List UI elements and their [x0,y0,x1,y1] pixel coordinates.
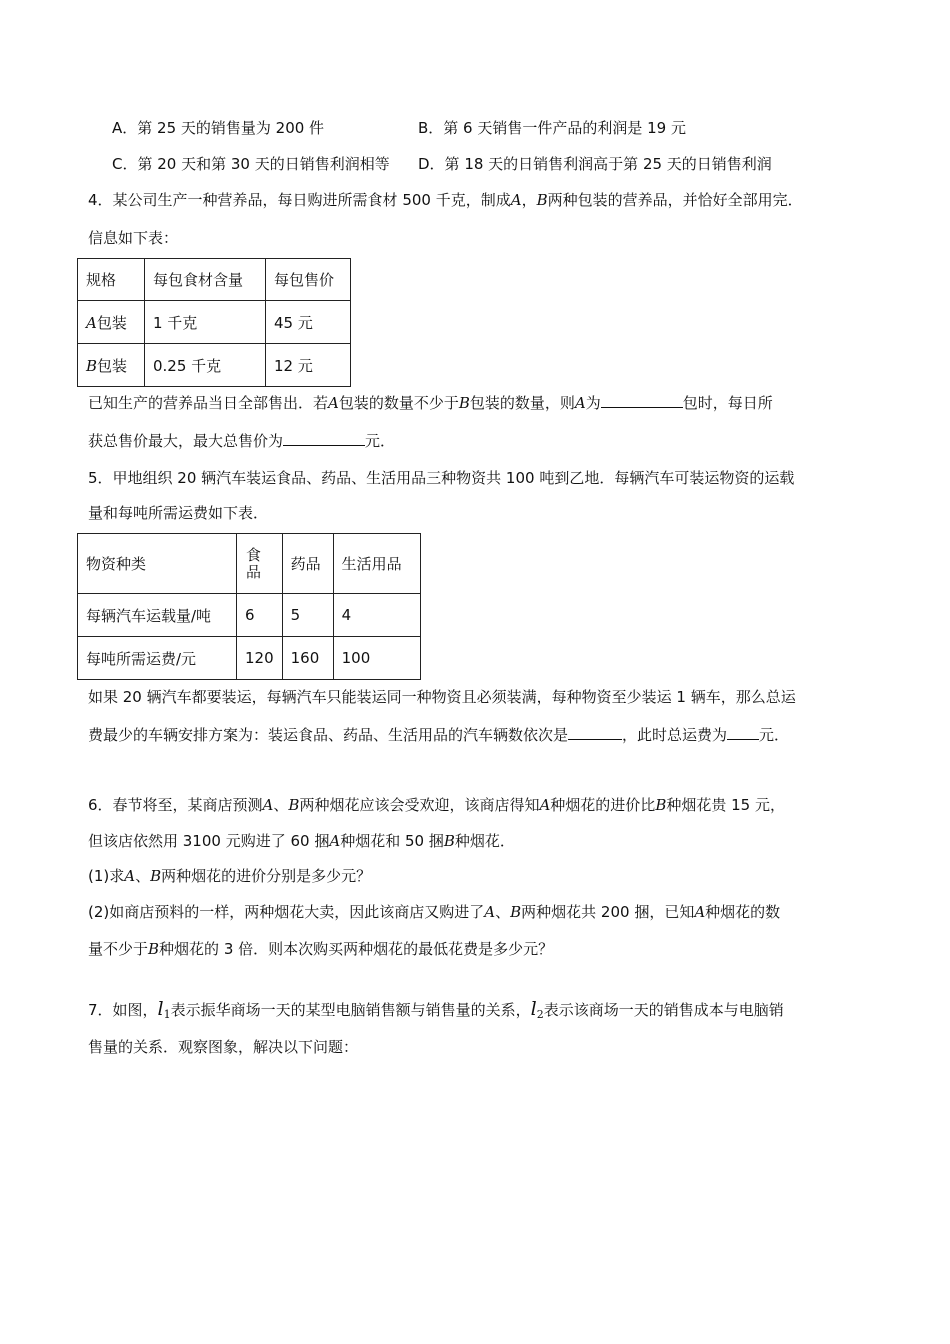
q5-line2: 量和每吨所需运费如下表． [88,504,269,522]
option-d: D．第 18 天的日销售利润高于第 25 天的日销售利润 [418,155,772,173]
q4-after2: 获总售价最大，最大总售价为 元． [88,432,396,450]
l2-symbol: $l_2$ [530,998,544,1021]
q4-line1: 4．某公司生产一种营养品，每日购进所需食材 500 千克，制成A，B两种包装的营养品，并恰好全部用完． [88,191,803,209]
q4-after1: 已知生产的营养品当日全部售出．若A包装的数量不少于B包装的数量，则A为 包时，每日所 [88,394,773,412]
q6-part2-cont: 量不少于B种烟花的 3 倍．则本次购买两种烟花的最低花费是多少元？ [88,940,554,958]
q7-line1: 7．如图，$l_1$表示振华商场一天的某型电脑销售额与销售量的关系，$l_2$表示该商场一天的销售成本与电脑销 [88,998,784,1021]
table-cell: 食品 [237,534,283,594]
table-cell: 45 元 [266,301,351,344]
l1-symbol: $l_1$ [157,998,171,1021]
option-c: C．第 20 天和第 30 天的日销售利润相等 [112,155,390,173]
q6-line2: 但该店依然用 3100 元购进了 60 捆A种烟花和 50 捆B种烟花． [88,832,515,850]
table-row [78,259,351,301]
table-cell: 规格 [78,259,145,301]
table-cell: 0.25 千克 [145,344,266,387]
table-cell: 药品 [282,534,333,594]
q4-line2: 信息如下表： [88,229,179,247]
q4-table [77,258,351,387]
table-cell: 120 [237,637,283,680]
option-b: B．第 6 天销售一件产品的利润是 19 元 [418,119,686,137]
table-cell: B包装 [78,344,145,387]
q5-after2: 费最少的车辆安排方案为：装运食品、药品、生活用品的汽车辆数依次是 ，此时总运费为 元． [88,726,790,744]
q5-line1: 5．甲地组织 20 辆汽车装运食品、药品、生活用品三种物资共 100 吨到乙地．每辆汽车可装运物资的运载 [88,469,795,487]
option-a: A．第 25 天的销售量为 200 件 [112,119,325,137]
q7-line2: 售量的关系．观察图象，解决以下问题： [88,1038,359,1056]
answer-blank[interactable] [568,724,622,740]
table-cell: 100 [333,637,420,680]
table-row [78,344,351,387]
table-cell: 5 [282,594,333,637]
table-row [78,534,421,594]
table-cell: 每包食材含量 [145,259,266,301]
table-cell: A包装 [78,301,145,344]
table-row [78,301,351,344]
table-cell: 每辆汽车运载量/吨 [78,594,237,637]
table-cell: 12 元 [266,344,351,387]
q6-part1: (1)求A、B两种烟花的进价分别是多少元？ [88,867,372,885]
q5-after1: 如果 20 辆汽车都要装运，每辆汽车只能装运同一种物资且必须装满，每种物资至少装运 1 辆车，那么总运 [88,688,796,706]
table-cell: 每包售价 [266,259,351,301]
table-cell: 生活用品 [333,534,420,594]
answer-blank[interactable] [727,724,759,740]
answer-blank[interactable] [283,430,365,446]
table-cell: 6 [237,594,283,637]
table-row [78,637,421,680]
q6-line1: 6．春节将至，某商店预测A、B两种烟花应该会受欢迎，该商店得知A种烟花的进价比B种烟花贵 15 元， [88,796,785,814]
table-cell: 4 [333,594,420,637]
table-cell: 每吨所需运费/元 [78,637,237,680]
table-cell: 物资种类 [78,534,237,594]
answer-blank[interactable] [601,392,683,408]
table-row [78,594,421,637]
q5-table [77,533,421,680]
table-cell: 160 [282,637,333,680]
q6-part2: (2)如商店预料的一样，两种烟花大卖，因此该商店又购进了A、B两种烟花共 200 捆，已知A种烟花的数 [88,903,781,921]
table-cell: 1 千克 [145,301,266,344]
